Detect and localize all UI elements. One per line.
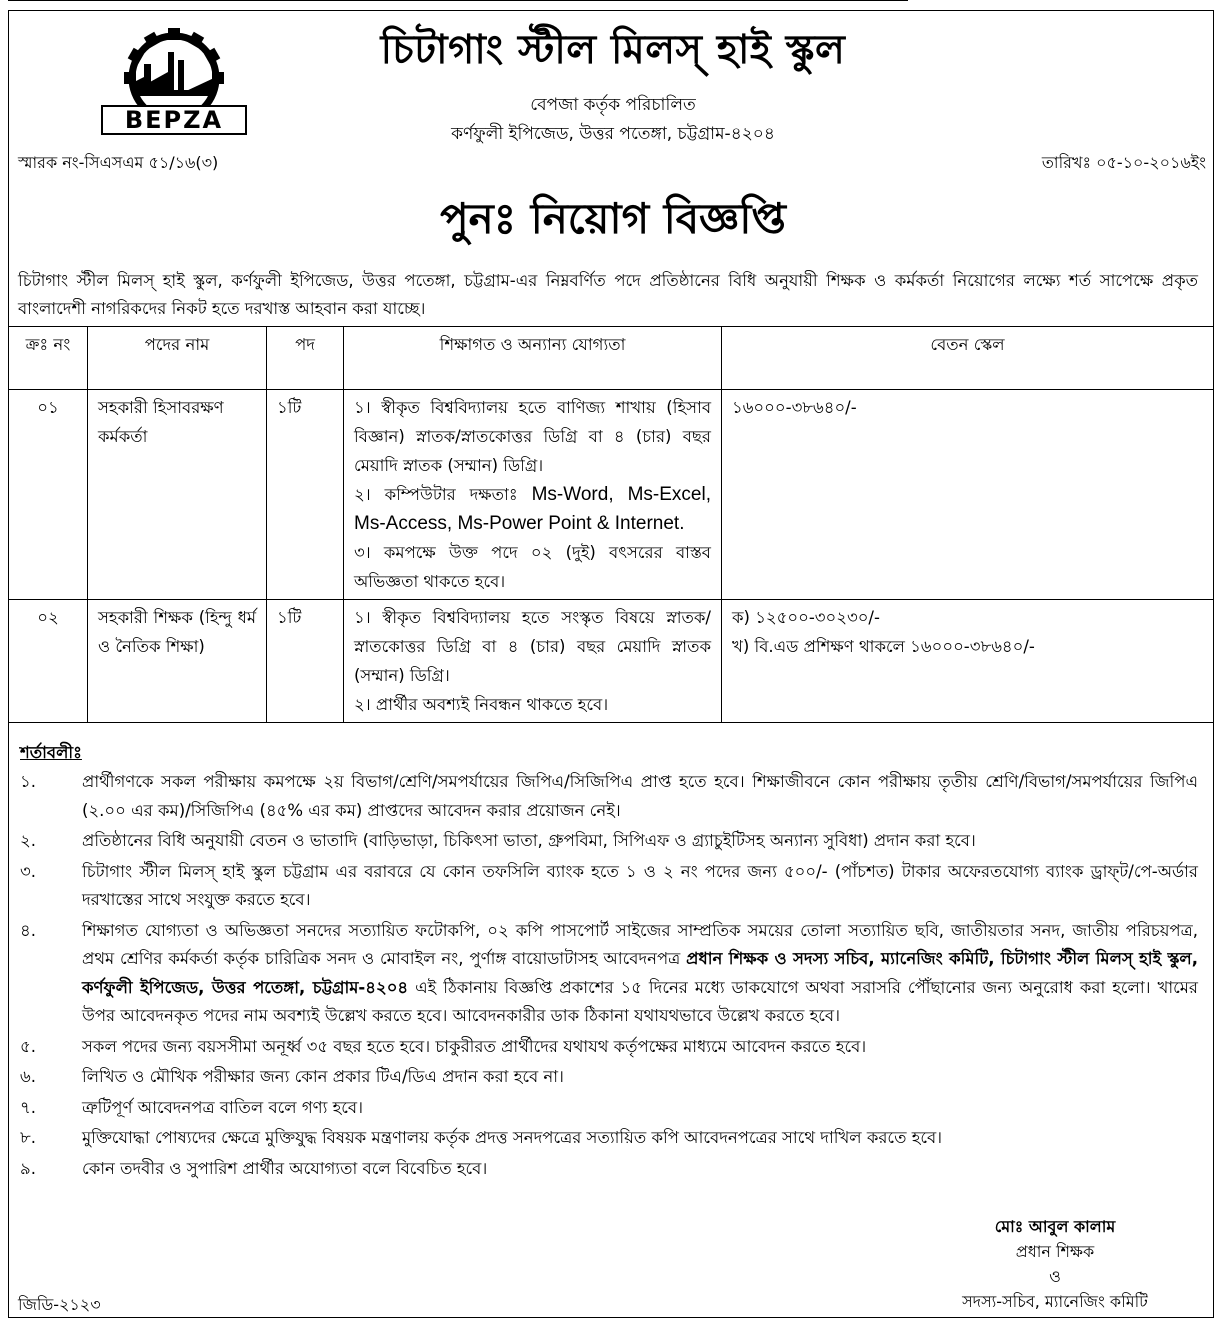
posts-table: [8, 326, 1214, 723]
term-item: [20, 858, 1198, 915]
signatory-name: মোঃ আবুল কালাম: [994, 1217, 1116, 1236]
qualification-prefix: ২। কম্পিউটার দক্ষতাঃ: [354, 485, 518, 504]
term-number: ৮.: [20, 1128, 36, 1147]
term-number: ২.: [20, 831, 36, 850]
qualification-item: ২। প্রার্থীর অবশ্যই নিবন্ধন থাকতে হবে।: [354, 695, 609, 714]
term-text-part: শিক্ষাগত যোগ্যতা ও অভিজ্ঞতা সনদের সত্যায়িত ফটোকপি, ০২ কপি পাসপোর্ট সাইজের সাম্প্রতিক সময়ের তোলা সত্যায়িত ছবি, জাতীয়তার সনদ, জাতীয় পরিচয়পত্র, প্রথম শ্রেণির কর্মকর্তা কর্তৃক চারিত্রিক সনদ ও মোবাইল নং, পুর্ণাঙ্গ বায়োডাটাসহ আবেদনপত্র: [82, 920, 1198, 968]
qualification-item: ১। স্বীকৃত বিশ্ববিদ্যালয় হতে সংস্কৃত বিষয়ে স্নাতক/স্নাতকোত্তর ডিগ্রি বা ৪ (চার) বছর মেয়াদি স্নাতক (সম্মান) ডিগ্রি।: [354, 608, 711, 685]
logo-text: BEPZA: [124, 106, 224, 134]
header-post-count: পদ: [267, 327, 344, 390]
term-text: [82, 917, 1198, 1031]
term-text: ত্রুটিপূর্ণ আবেদনপত্র বাতিল বলে গণ্য হবে।: [82, 1097, 364, 1117]
term-text: কোন তদবীর ও সুপারিশ প্রার্থীর অযোগ্যতা বলে বিবেচিত হবে।: [82, 1158, 488, 1178]
application-address: প্রধান শিক্ষক ও সদস্য সচিব, ম্যানেজিং কমিটি, চিটাগাং স্টীল মিলস্‌ হাই স্কুল, কর্ণফুলী ইপিজেড, উত্তর পতেঙ্গা, চট্টগ্রাম-৪২০৪: [82, 949, 1198, 997]
memo-number: স্মারক নং-সিএসএম ৫১/১৬(৩): [18, 153, 219, 172]
signature-block: [935, 1214, 1175, 1314]
top-rule: [8, 0, 908, 1]
term-text: সকল পদের জন্য বয়সসীমা অনূর্ধ্ব ৩৫ বছর হতে হবে। চাকুরীরত প্রার্থীদের যথাযথ কর্তৃপক্ষের মাধ্যমে আবেদন করতে হবে।: [82, 1036, 867, 1056]
header-qualification: শিক্ষাগত ও অন্যান্য যোগ্যতা: [344, 327, 722, 390]
row-post-count: ১টি: [267, 390, 344, 600]
notice-title: পুনঃ নিয়োগ বিজ্ঞপ্তি: [440, 194, 786, 243]
school-name: চিটাগাং স্টীল মিলস্‌ হাই স্কুল: [380, 27, 846, 73]
table-row: [9, 600, 1214, 723]
row-qualification: [344, 390, 722, 600]
term-text: চিটাগাং স্টীল মিলস্‌ হাই স্কুল চট্টগ্রাম এর বরাবরে যে কোন তফসিলি ব্যাংক হতে ১ ও ২ নং পদের জন্য ৫০০/- (পাঁচশত) টাকার অফেরতযোগ্য ব্যাংক ড্রাফ্‌ট/পে-অর্ডার দরখাস্তের সাথে সংযুক্ত করতে হবে।: [82, 861, 1198, 909]
salary-scale: ১৬০০০-৩৮৬৪০/-: [732, 398, 857, 417]
terms-title: শর্তাবলীঃ: [20, 743, 82, 762]
qualification-item: ৩। কমপক্ষে উক্ত পদে ০২ (দুই) বৎসরের বাস্তব অভিজ্ঞতা থাকতে হবে।: [354, 543, 711, 591]
computer-skills: Ms-Word, Ms-Excel, Ms-Access, Ms-Power Point & Internet.: [354, 484, 711, 534]
term-item: [20, 1063, 1198, 1092]
term-item: [20, 1033, 1198, 1062]
term-item: [20, 1155, 1198, 1184]
row-salary: [722, 600, 1214, 723]
signatory-title: প্রধান শিক্ষক: [1015, 1242, 1095, 1261]
term-number: ৩.: [20, 861, 36, 881]
intro-paragraph: চিটাগাং স্টীল মিলস্‌ হাই স্কুল, কর্ণফুলী ইপিজেড, উত্তর পতেঙ্গা, চট্টগ্রাম-এর নিম্নবর্ণিত পদে প্রতিষ্ঠানের বিধি অনুযায়ী শিক্ষক ও কর্মকর্তা নিয়োগের লক্ষ্যে শর্ত সাপেক্ষে প্রকৃত বাংলাদেশী নাগরিকদের নিকট হতে দরখাস্ত আহবান করা যাচ্ছে।: [18, 271, 1198, 318]
row-post-name: সহকারী হিসাবরক্ষণ কর্মকর্তা: [88, 390, 267, 600]
term-text-part: এই ঠিকানায় বিজ্ঞপ্তি প্রকাশের ১৫ দিনের মধ্যে ডাকযোগে অথবা সরাসরি পৌঁছানোর জন্য অনুরোধ করা হলো। খামের উপর আবেদনকৃত পদের নাম অবশ্যই উল্লেখ করতে হবে। আবেদনকারীর ডাক ঠিকানা যথাযথভাবে উল্লেখ করতে হবে।: [82, 977, 1199, 1025]
qualification-item: [354, 480, 711, 538]
term-number: ১.: [20, 772, 36, 791]
term-number: ৭.: [20, 1097, 36, 1117]
term-text: লিখিত ও মৌখিক পরীক্ষার জন্য কোন প্রকার টিএ/ডিএ প্রদান করা হবে না।: [82, 1067, 564, 1086]
term-item: [20, 917, 1198, 1031]
term-number: ৯.: [20, 1158, 36, 1178]
term-item: [20, 1094, 1198, 1123]
term-item: [20, 827, 1198, 856]
term-number: ৬.: [20, 1067, 36, 1086]
table-row: [9, 390, 1214, 600]
row-salary: [722, 390, 1214, 600]
signatory-role: সদস্য-সচিব, ম্যানেজিং কমিটি: [962, 1292, 1148, 1311]
row-post-count: ১টি: [267, 600, 344, 723]
terms-list: [20, 768, 1198, 1185]
gd-number: জিডি-২১২৩: [18, 1295, 101, 1314]
signatory-and: ও: [1049, 1267, 1061, 1286]
row-qualification: [344, 600, 722, 723]
salary-scale: খ) বি.এড প্রশিক্ষণ থাকলে ১৬০০০-৩৮৬৪০/-: [732, 637, 1035, 656]
row-serial: ০১: [9, 390, 88, 600]
salary-scale: ক) ১২৫০০-৩০২৩০/-: [732, 608, 880, 627]
row-serial: ০২: [9, 600, 88, 723]
notice-date: তারিখঃ ০৫-১০-২০১৬ইং: [1041, 153, 1206, 172]
qualification-item: ১। স্বীকৃত বিশ্ববিদ্যালয় হতে বাণিজ্য শাখায় (হিসাব বিজ্ঞান) স্নাতক/স্নাতকোত্তর ডিগ্রি বা ৪ (চার) বছর মেয়াদি স্নাতক (সম্মান) ডিগ্রি।: [354, 398, 711, 475]
term-text: প্রার্থীগণকে সকল পরীক্ষায় কমপক্ষে ২য় বিভাগ/শ্রেণি/সমপর্যায়ের জিপিএ/সিজিপিএ প্রাপ্ত হতে হবে। শিক্ষাজীবনে কোন পরীক্ষায় তৃতীয় শ্রেণি/বিভাগ/সমপর্যায়ের জিপিএ (২.০০ এর কম)/সিজিপিএ (৪৫% এর কম) প্রাপ্তদের আবেদন করার প্রয়োজন নেই।: [82, 772, 1198, 820]
term-number: ৪.: [20, 920, 36, 940]
term-text: প্রতিষ্ঠানের বিধি অনুযায়ী বেতন ও ভাতাদি (বাড়িভাড়া, চিকিৎসা ভাতা, গ্রুপবিমা, সিপিএফ ও গ্র্যাচুইটিসহ অন্যান্য সুবিধা) প্রদান করা হবে।: [82, 831, 976, 850]
header-serial: ক্রঃ নং: [9, 327, 88, 390]
term-text: মুক্তিযোদ্ধা পোষ্যদের ক্ষেত্রে মুক্তিযুদ্ধ বিষয়ক মন্ত্রণালয় কর্তৃক প্রদত্ত সনদপত্রের সত্যায়িত কপি আবেদনপত্রের সাথে দাখিল করতে হবে।: [82, 1128, 943, 1147]
row-post-name: সহকারী শিক্ষক (হিন্দু ধর্ম ও নৈতিক শিক্ষা): [88, 600, 267, 723]
term-item: [20, 768, 1198, 825]
table-header-row: [9, 327, 1214, 390]
term-item: [20, 1124, 1198, 1153]
managed-by: বেপজা কর্তৃক পরিচালিত: [530, 95, 696, 115]
header-salary: বেতন স্কেল: [722, 327, 1214, 390]
header-post-name: পদের নাম: [88, 327, 267, 390]
bepza-logo: [98, 22, 250, 142]
school-address: কর্ণফুলী ইপিজেড, উত্তর পতেঙ্গা, চট্টগ্রাম-৪২০৪: [451, 124, 775, 144]
term-number: ৫.: [20, 1036, 36, 1056]
